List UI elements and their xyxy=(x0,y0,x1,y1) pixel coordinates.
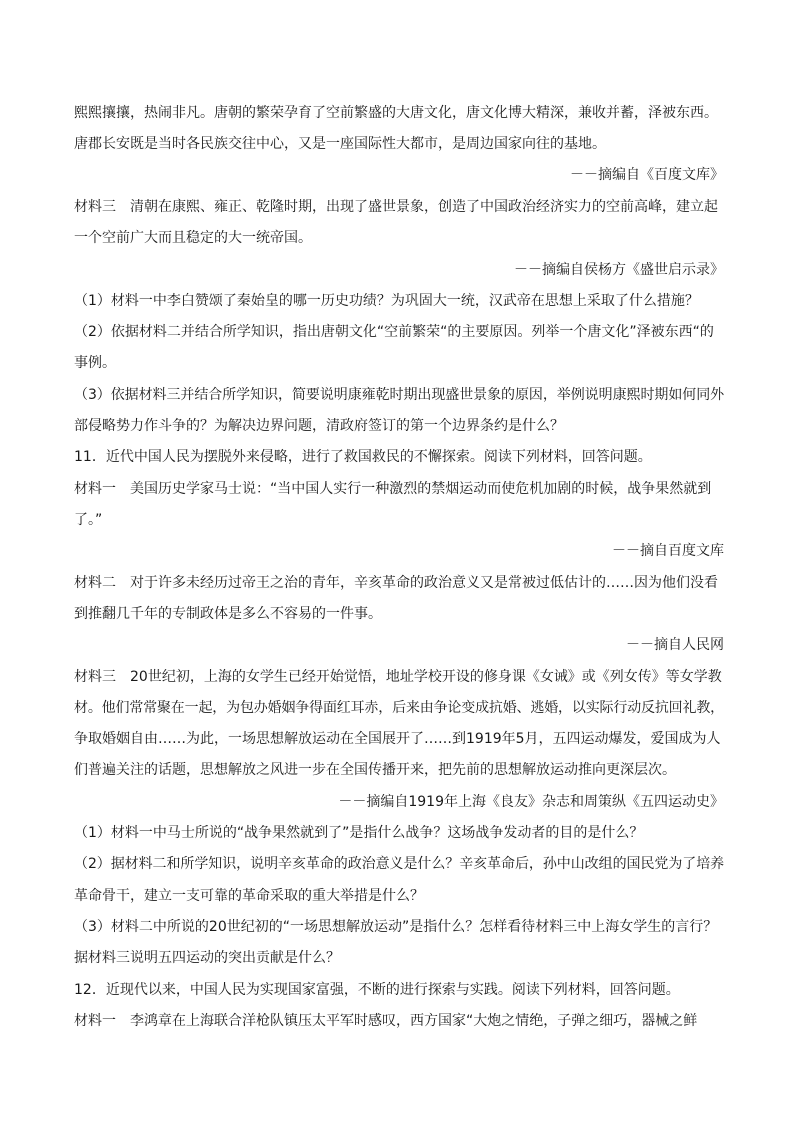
text-line: 争取婚姻自由……为此，一场思想解放运动在全国展开了……到1919年5月，五四运动爆发，爱国成为人 xyxy=(74,731,721,747)
question-line: （3）材料二中所说的20世纪初的“一场思想解放运动”是指什么？怎样看待材料三中上海女学生的言行？ xyxy=(74,919,718,935)
material-paragraph: 材料三 20世纪初，上海的女学生已经开始觉悟，地址学校开设的修身课《女诫》或《列女传》等女学教 xyxy=(74,669,722,685)
source-citation: －－摘自人民网 xyxy=(626,637,724,653)
text-line: 据材料三说明五四运动的突出贡献是什么？ xyxy=(74,950,340,966)
question-line: （2）依据材料二并结合所学知识，指出唐朝文化“空前繁荣“的主要原因。列举一个唐文化”泽被东西“的 xyxy=(74,324,714,340)
question-line: （1）材料一中李白赞颂了秦始皇的哪一历史功绩？为巩固大一统，汉武帝在思想上采取了什么措施？ xyxy=(74,293,699,309)
question-line: （2）据材料二和所学知识，说明辛亥革命的政治意义是什么？辛亥革命后，孙中山改组的国民党为了培养 xyxy=(74,856,725,872)
text-line: 材。他们常常聚在一起，为包办婚姻争得面红耳赤，后来由争论变成抗婚、逃婚，以实际行动反抗回礼教， xyxy=(74,700,725,716)
source-citation: －－摘编自1919年上海《良友》杂志和周策纵《五四运动史》 xyxy=(338,794,724,810)
text-line: 们普遍关注的话题，思想解放之风进一步在全国传播开来，把先前的思想解放运动推向更深层次。 xyxy=(74,762,676,778)
source-citation: －－摘编自《百度文库》 xyxy=(570,167,724,183)
text-line: 一个空前广大而且稳定的大一统帝国。 xyxy=(74,230,312,246)
text-line: 部侵略势力作斗争的？为解决边界问题，清政府签订的第一个边界条约是什么？ xyxy=(74,418,564,434)
material-paragraph: 材料一 李鸿章在上海联合洋枪队镇压太平军时感叹，西方国家“大炮之情绝，子弹之细巧，器械之鲜 xyxy=(74,1013,698,1029)
material-paragraph: 材料一 美国历史学家马士说：“当中国人实行一种激烈的禁烟运动而使危机加剧的时候，战争果然就到 xyxy=(74,481,712,497)
material-paragraph: 材料二 对于许多未经历过帝王之治的青年，辛亥革命的政治意义又是常被过低估计的……因为他们没看 xyxy=(74,575,718,591)
text-line: 到推翻几千年的专制政体是多么不容易的一件事。 xyxy=(74,606,382,622)
source-citation: －－摘编自侯杨方《盛世启示录》 xyxy=(514,262,724,278)
text-line: 事例。 xyxy=(74,355,116,371)
text-line: 革命骨干，建立一支可靠的革命采取的重大举措是什么？ xyxy=(74,888,424,904)
question-heading: 11．近代中国人民为摆脱外来侵略，进行了救国救民的不懈探索。阅读下列材料，回答问题。 xyxy=(74,449,652,465)
source-citation: －－摘自百度文库 xyxy=(612,543,724,559)
question-line: （1）材料一中马士所说的“战争果然就到了”是指什么战争？这场战争发动者的目的是什么？ xyxy=(74,825,644,841)
question-heading: 12．近现代以来，中国人民为实现国家富强，不断的进行探索与实践。阅读下列材料，回答问题。 xyxy=(74,982,680,998)
text-line: 唐郡长安既是当时各民族交往中心，又是一座国际性大都市，是周边国家向往的基地。 xyxy=(74,136,606,152)
question-line: （3）依据材料三并结合所学知识，简要说明康雍乾时期出现盛世景象的原因，举例说明康熙时期如何同外 xyxy=(74,387,725,403)
material-paragraph: 材料三 清朝在康熙、雍正、乾隆时期，出现了盛世景象，创造了中国政治经济实力的空前高峰，建立起 xyxy=(74,199,718,215)
text-line: 熙熙攘攘，热闹非凡。唐朝的繁荣孕育了空前繁盛的大唐文化，唐文化博大精深，兼收并蓄，泽被东西。 xyxy=(74,105,718,121)
text-line: 了。” xyxy=(74,512,103,528)
